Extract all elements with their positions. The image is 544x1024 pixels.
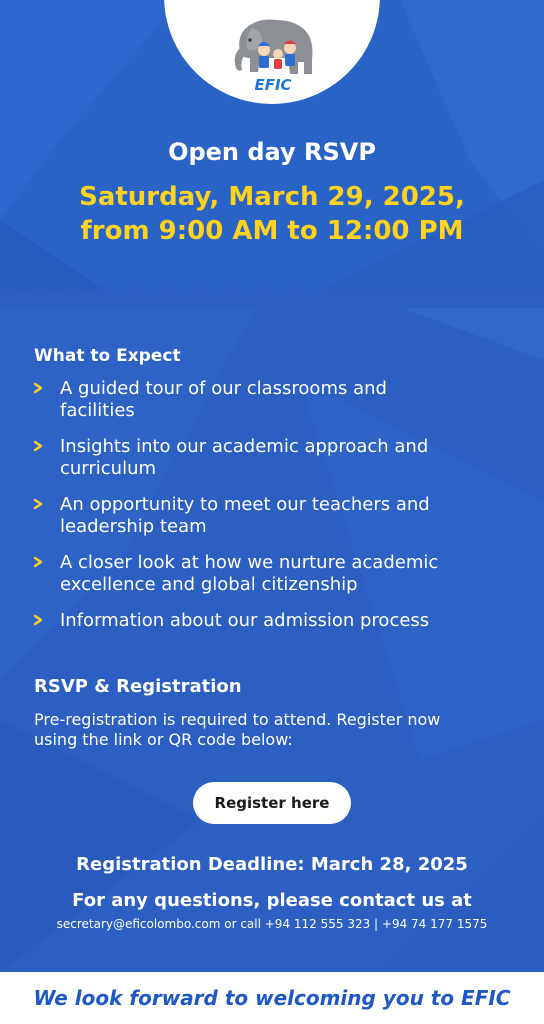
expect-list <box>32 378 512 646</box>
list-item <box>32 378 512 422</box>
list-item <box>32 494 512 538</box>
arrow-bullet-icon <box>32 497 46 511</box>
list-item <box>32 436 512 480</box>
event-date: Saturday, March 29, 2025, <box>79 182 465 212</box>
list-item-line2: curriculum <box>60 458 157 479</box>
list-item-line1: Information about our admission process <box>60 610 430 631</box>
rsvp-description <box>34 710 504 750</box>
register-button[interactable]: Register here <box>193 782 351 824</box>
contact-info: secretary@eficolombo.com or call +94 112 555 323 | +94 74 177 1575 <box>56 917 488 931</box>
rsvp-text-line1: Pre-registration is required to attend. Register now <box>34 710 441 729</box>
list-item-line2: excellence and global citizenship <box>60 574 358 595</box>
list-item-line2: leadership team <box>60 516 207 537</box>
efic-logo <box>228 12 318 94</box>
zigzag-divider <box>0 284 544 308</box>
list-item-line2: facilities <box>60 400 135 421</box>
list-item-line1: Insights into our academic approach and <box>60 436 429 457</box>
footer <box>0 972 544 1024</box>
elephant-with-children-icon <box>228 12 318 94</box>
list-item-line1: A closer look at how we nurture academic <box>60 552 439 573</box>
logo-text: EFIC <box>254 76 292 94</box>
arrow-bullet-icon <box>32 613 46 627</box>
arrow-bullet-icon <box>32 439 46 453</box>
list-item <box>32 610 512 632</box>
page-title: Open day RSVP <box>168 138 376 166</box>
arrow-bullet-icon <box>32 381 46 395</box>
rsvp-heading: RSVP & Registration <box>34 676 242 697</box>
what-to-expect-heading: What to Expect <box>34 346 181 366</box>
event-time: from 9:00 AM to 12:00 PM <box>80 216 464 246</box>
hero-section <box>0 0 544 300</box>
questions-heading: For any questions, please contact us at <box>72 890 472 911</box>
rsvp-text-line2: using the link or QR code below: <box>34 730 293 749</box>
footer-message: We look forward to welcoming you to EFIC <box>33 986 511 1010</box>
list-item-line1: An opportunity to meet our teachers and <box>60 494 430 515</box>
main-section <box>0 300 544 972</box>
arrow-bullet-icon <box>32 555 46 569</box>
registration-deadline: Registration Deadline: March 28, 2025 <box>76 854 468 875</box>
list-item-line1: A guided tour of our classrooms and <box>60 378 387 399</box>
list-item <box>32 552 512 596</box>
